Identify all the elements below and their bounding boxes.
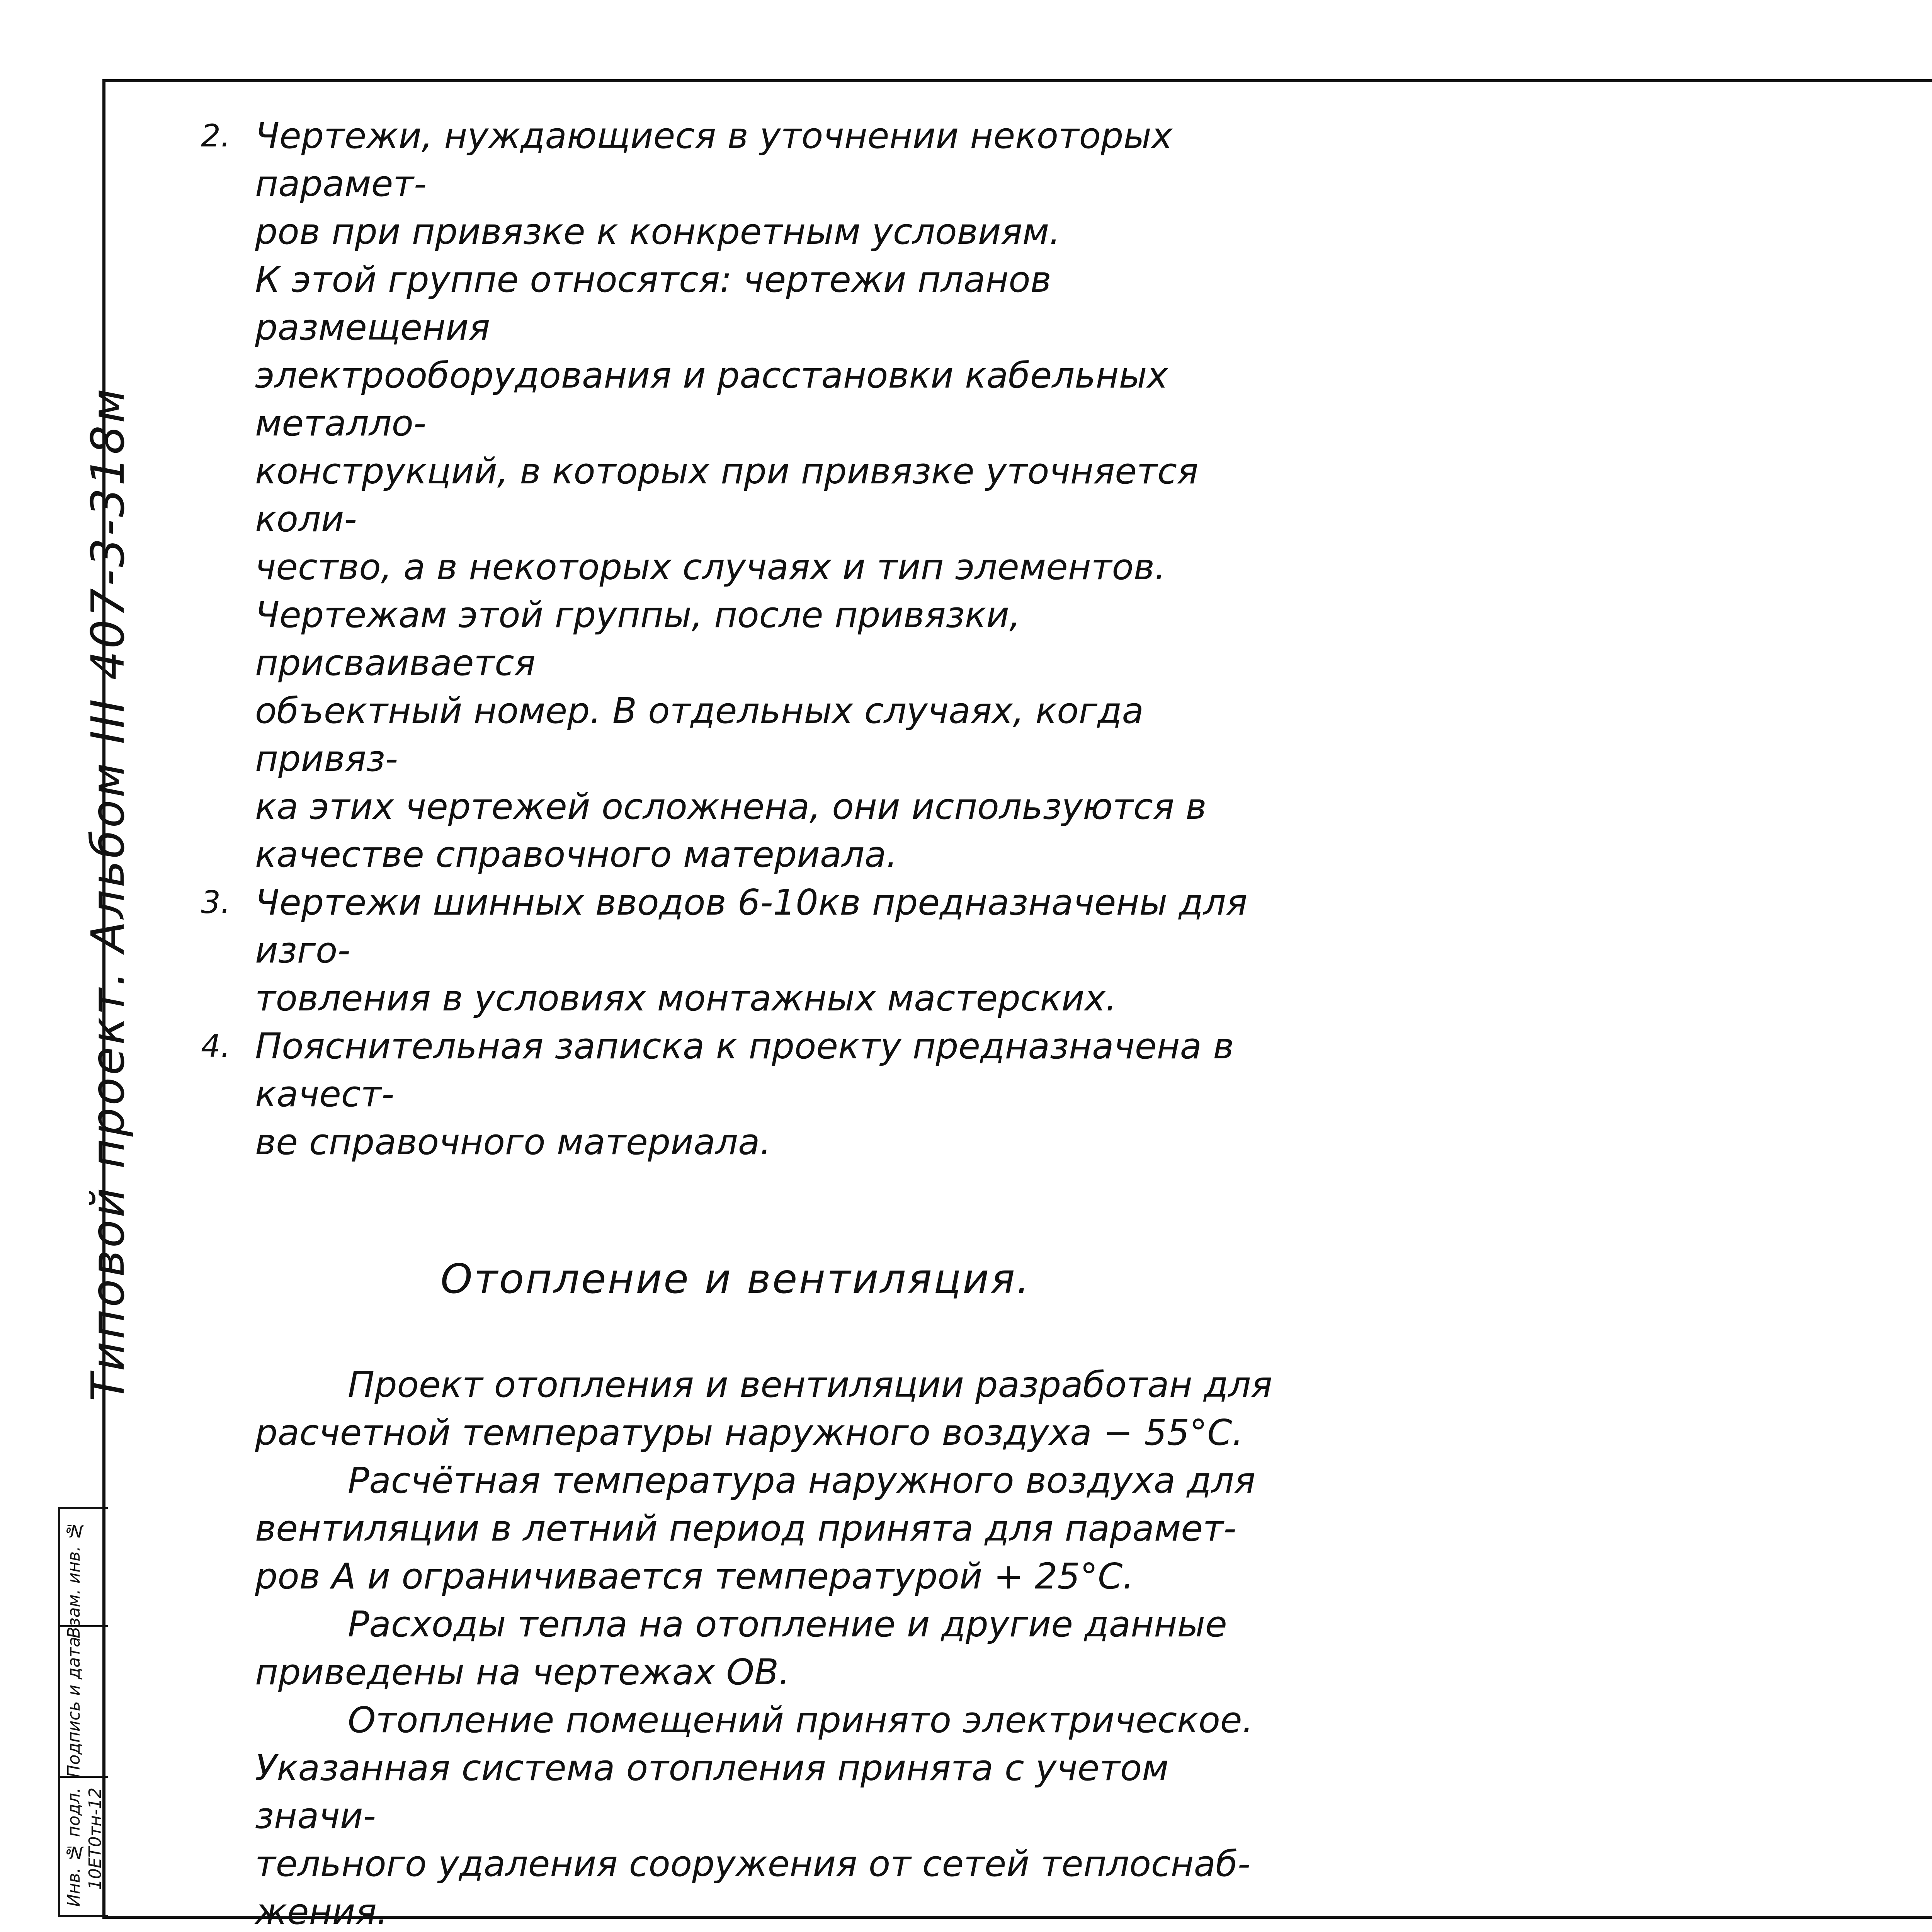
text-line: качестве справочного материала.	[255, 834, 898, 875]
text-line: ров при привязке к конкретным условиям.	[255, 211, 1061, 252]
text-line: чество, а в некоторых случаях и тип элементов.	[255, 546, 1166, 588]
text-line: Расходы тепла на отопление и другие данные	[348, 1604, 1227, 1645]
list-number: 2.	[201, 118, 231, 154]
paragraph	[193, 1457, 1294, 1600]
stamp-divider	[60, 1776, 108, 1778]
album-spine-label	[81, 386, 134, 1401]
paragraph	[193, 1361, 1294, 1457]
paragraph	[193, 1696, 1294, 1932]
text-line: Чертежи шинных вводов 6-10кв предназначены для изго-	[255, 882, 1248, 971]
left-stamp-strip	[58, 1507, 108, 1917]
list-item-3	[193, 879, 1294, 1022]
text-line: тельного удаления сооружения от сетей теплоснаб-	[255, 1843, 1250, 1884]
text-line: ве справочного материала.	[255, 1121, 771, 1163]
stamp-code: 10ЕТ0тн-12	[85, 1787, 105, 1890]
text-line: ка этих чертежей осложнена, они используются в	[255, 786, 1207, 827]
text-line: жения.	[255, 1891, 388, 1932]
text-line: Расчётная температура наружного воздуха для	[348, 1460, 1256, 1501]
text-line: приведены на чертежах ОВ.	[255, 1651, 790, 1693]
text-line: Проект отопления и вентиляции разработан для	[348, 1364, 1272, 1405]
list-number: 3.	[201, 884, 231, 920]
text-line: Чертежам этой группы, после привязки, присваивается	[255, 594, 1021, 684]
text-line: Указанная система отопления принята с учетом значи-	[255, 1747, 1169, 1837]
list-item-2	[193, 112, 1294, 879]
document-body	[193, 112, 1294, 1932]
text-line: Отопление помещений принято электрическое.	[348, 1699, 1253, 1741]
section-heading: Отопление и вентиляция.	[440, 1255, 1031, 1303]
stamp-replaces-inv: Взам. инв. №	[64, 1521, 84, 1638]
text-line: конструкций, в которых при привязке уточняется коли-	[255, 451, 1199, 540]
stamp-divider	[60, 1625, 108, 1627]
list-item-4	[193, 1022, 1294, 1166]
text-line: К этой группе относятся: чертежи планов размещения	[255, 259, 1051, 348]
spine-text: Типовой проект. Альбом III 407-3-318м	[81, 386, 134, 1401]
text-line: товления в условиях монтажных мастерских.	[255, 978, 1117, 1019]
text-line: объектный номер. В отдельных случаях, когда привяз-	[255, 690, 1144, 779]
stamp-signature-date: Подпись и дата	[64, 1637, 84, 1778]
stamp-inv-no: Инв. № подл.	[64, 1787, 84, 1907]
text-line: электрооборудования и расстановки кабельных металло-	[255, 355, 1168, 444]
text-line: ров А и ограничивается температурой + 25°С.	[255, 1556, 1134, 1597]
text-line: Чертежи, нуждающиеся в уточнении некоторых парамет-	[255, 115, 1173, 204]
paragraph	[193, 1600, 1294, 1696]
text-line: Пояснительная записка к проекту предназначена в качест-	[255, 1026, 1234, 1115]
list-number: 4.	[201, 1028, 231, 1064]
text-line: вентиляции в летний период принята для парамет-	[255, 1508, 1236, 1549]
text-line: расчетной температуры наружного воздуха − 55°С.	[255, 1412, 1243, 1453]
